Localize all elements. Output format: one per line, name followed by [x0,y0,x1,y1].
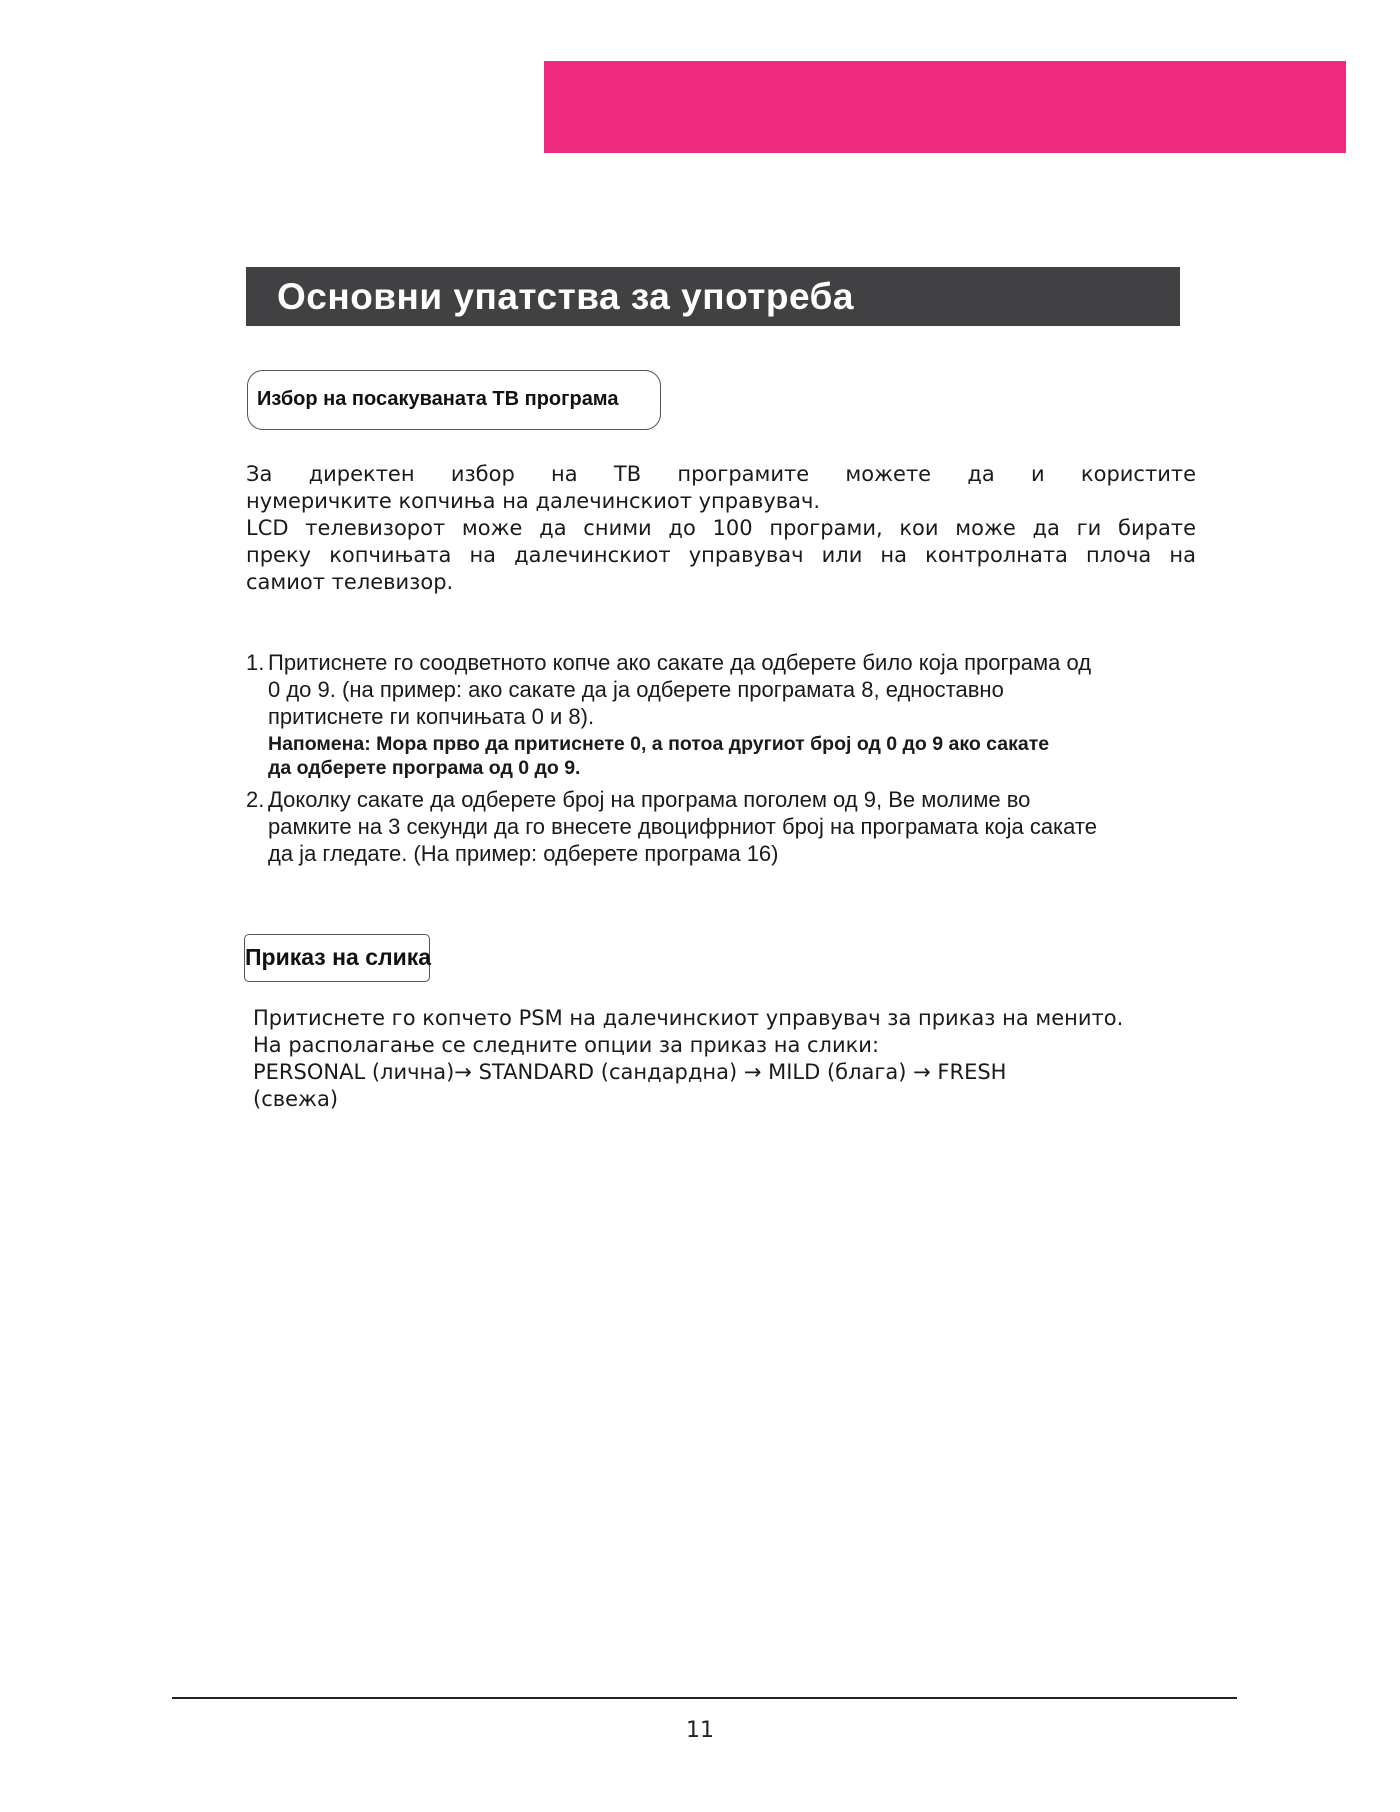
picture-line: (свежа) [253,1087,339,1111]
picture-mode-paragraph [253,1005,1183,1113]
list-item [246,649,1186,780]
step-number: 2. [246,787,265,812]
page-title: Основни упатства за употреба [246,267,1180,326]
step-line: да ја гледате. (На пример: одберете програма 16) [268,841,779,866]
intro-line: преку копчињата на далечинскиот управувач или на контролната плоча на [246,543,1196,567]
step-line: Доколку сакате да одберете број на програма поголем од 9, Ве молиме во [268,787,1031,812]
intro-line: нумеричките копчиња на далечинскиот управувач. [246,489,821,513]
step-line: рамките на 3 секунди да го внесете двоцифрниот број на програмата која сакате [268,814,1097,839]
note-line: Напомена: Мора прво да притиснете 0, а потоа другиот број од 0 до 9 ако сакате [268,733,1050,755]
note-line: да одберете програма од 0 до 9. [268,757,581,779]
section-heading-picture-mode: Приказ на слика [244,934,430,982]
section-heading-program-selection: Избор на посакуваната ТВ програма [247,370,661,430]
page-number: 11 [686,1718,714,1743]
intro-paragraph [246,461,1196,596]
footer-divider [172,1697,1237,1699]
list-item [246,786,1186,867]
header-accent-bar [544,61,1346,153]
step-number: 1. [246,650,265,675]
intro-line: самиот телевизор. [246,570,454,594]
step-line: 0 до 9. (на пример: ако сакате да ја одберете програмата 8, едноставно [268,677,1004,702]
step-line: притиснете ги копчињата 0 и 8). [268,704,595,729]
step-line: Притиснете го соодветното копче ако сакате да одберете било која програма од [268,650,1092,675]
picture-line: PERSONAL (лична)→ STANDARD (сандардна) → MILD (блага) → FRESH [253,1060,1007,1084]
intro-line: LCD телевизорот може да сними до 100 програми, кои може да ги бирате [246,516,1196,540]
intro-line: За директен избор на ТВ програмите можете да и користите [246,462,1196,486]
note-text [268,732,1186,780]
steps-list [246,649,1186,867]
picture-line: Притиснете го копчето PSM на далечинскиот управувач за приказ на менито. [253,1006,1124,1030]
picture-line: На располагање се следните опции за приказ на слики: [253,1033,880,1057]
